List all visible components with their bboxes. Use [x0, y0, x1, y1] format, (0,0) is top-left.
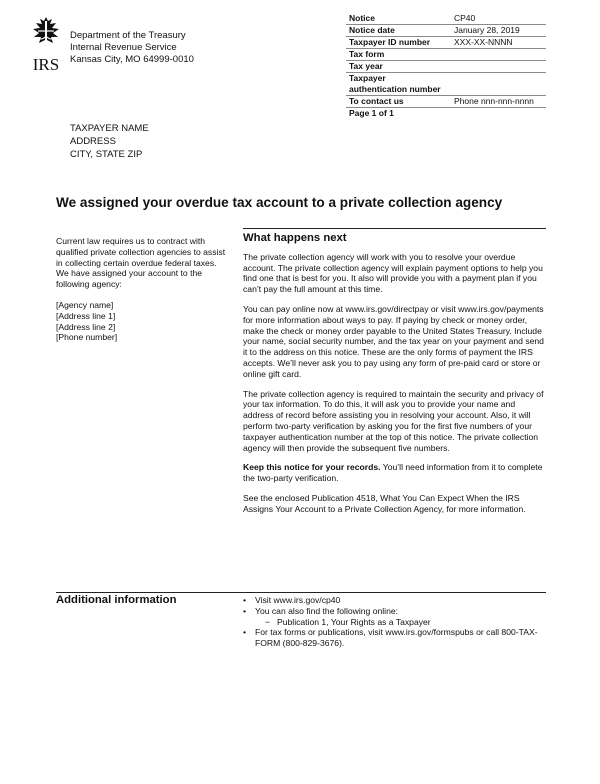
taxpayer-city: CITY, STATE ZIP: [70, 149, 143, 160]
notice-row: [346, 13, 546, 25]
keep-notice-rest: You’ll need information from it to complete the two-party verification.: [243, 462, 543, 484]
what-happens-next-section: [243, 228, 546, 524]
auth-number-value: [454, 73, 546, 95]
paragraph-3: The private collection agency is required to maintain the security and privacy of your tax information. To do this, it will ask you to provide your name and address of record before assisting you in resolving your account. Also, it will perform two-party verification by asking you for the first five numbers of your taxpayer authentication number at the top of this notice. The private collection agency will then provide the subsequent five numbers.: [243, 388, 544, 453]
paragraph-4: [243, 462, 546, 484]
bullet-icon: •: [243, 605, 247, 616]
list-item: [243, 606, 546, 617]
keep-notice-bold: Keep this notice for your records.: [243, 462, 381, 473]
taxpayer-id-row: [346, 37, 546, 49]
bullet-icon: •: [243, 627, 247, 638]
agency-line-2: Internal Revenue Service: [70, 42, 177, 53]
paragraph-1: The private collection agency will work with you to resolve your overdue account. The private collection agency will explain payment options to help you find one that is best for you. It also will provide you with a payment plan if you can’t pay the full amount at this time.: [243, 251, 543, 295]
notice-info-table: [346, 13, 546, 119]
list-item-text: You can also find the following online:: [255, 605, 399, 616]
contact-row: [346, 96, 546, 108]
page-number: Page 1 of 1: [349, 108, 394, 118]
agency-line-1: Department of the Treasury: [70, 30, 186, 41]
taxpayer-address: [70, 122, 149, 161]
list-item-text: For tax forms or publications, visit www.irs.gov/formspubs or call 800-TAX-FORM (800-829-3676).: [255, 627, 538, 649]
taxpayer-id-label: Taxpayer ID number: [349, 37, 431, 47]
taxpayer-name: TAXPAYER NAME: [70, 123, 149, 134]
notice-date-label: Notice date: [349, 25, 395, 35]
agency-address-line-2: [Address line 2]: [56, 321, 116, 332]
left-column: [56, 236, 226, 343]
agency-line-3: Kansas City, MO 64999-0010: [70, 54, 194, 65]
notice-date-row: [346, 25, 546, 37]
sub-list-item: [243, 617, 546, 628]
agency-address: [70, 30, 194, 66]
contact-label: To contact us: [349, 96, 404, 106]
tax-form-value: [454, 49, 546, 60]
auth-number-label: [346, 73, 454, 95]
agency-name: [Agency name]: [56, 299, 114, 310]
tax-year-value: [454, 61, 546, 72]
bullet-icon: •: [243, 595, 247, 605]
notice-label: Notice: [349, 13, 375, 23]
auth-number-row: [346, 73, 546, 96]
auth-number-label-line-2: authentication number: [349, 84, 441, 94]
notice-date-value: January 28, 2019: [454, 25, 520, 35]
intro-paragraph: Current law requires us to contract with qualified private collection agencies to assist in collecting certain overdue federal taxes. We have assigned your account to the following agency:: [56, 236, 226, 290]
sub-list-item-text: Publication 1, Your Rights as a Taxpayer: [277, 616, 431, 627]
tax-year-row: [346, 61, 546, 73]
paragraph-5: See the enclosed Publication 4518, What You Can Expect When the IRS Assigns Your Account to a Private Collection Agency, for more information.: [243, 492, 526, 514]
additional-divider: [56, 592, 546, 593]
collection-agency-block: [56, 300, 226, 343]
eagle-emblem-icon: [29, 15, 63, 73]
contact-value: Phone nnn-nnn-nnnn: [454, 96, 534, 106]
auth-number-label-line-1: Taxpayer: [349, 73, 386, 83]
additional-list: [243, 595, 546, 649]
paragraph-2: You can pay online now at www.irs.gov/directpay or visit www.irs.gov/payments for more information about ways to pay. If paying by check or money order, make the check or money order payable to the United States Treasury. Include your name, social security number, and the tax year on your payment and send it to the address on this notice. These are the only forms of payment the IRS accepts. We’ll never ask you to pay using any form of pre-paid card or store or online gift card.: [243, 303, 544, 379]
tax-form-row: [346, 49, 546, 61]
agency-phone: [Phone number]: [56, 332, 118, 343]
agency-address-line-1: [Address line 1]: [56, 310, 116, 321]
list-item: [243, 595, 546, 606]
taxpayer-street: ADDRESS: [70, 136, 116, 147]
list-item: [243, 627, 546, 649]
additional-heading: Additional information: [56, 594, 177, 606]
page-title: We assigned your overdue tax account to a private collection agency: [56, 195, 503, 210]
taxpayer-id-value: XXX-XX-NNNN: [454, 37, 513, 47]
page-number-row: [346, 108, 546, 119]
list-item-text: Visit www.irs.gov/cp40: [255, 595, 341, 605]
tax-year-label: Tax year: [349, 61, 383, 71]
section-heading: What happens next: [243, 228, 546, 244]
tax-form-label: Tax form: [349, 49, 385, 59]
notice-value: CP40: [454, 13, 476, 23]
irs-logo: [29, 15, 63, 73]
irs-logo-text: IRS: [32, 55, 60, 73]
dash-icon: −: [265, 616, 271, 627]
